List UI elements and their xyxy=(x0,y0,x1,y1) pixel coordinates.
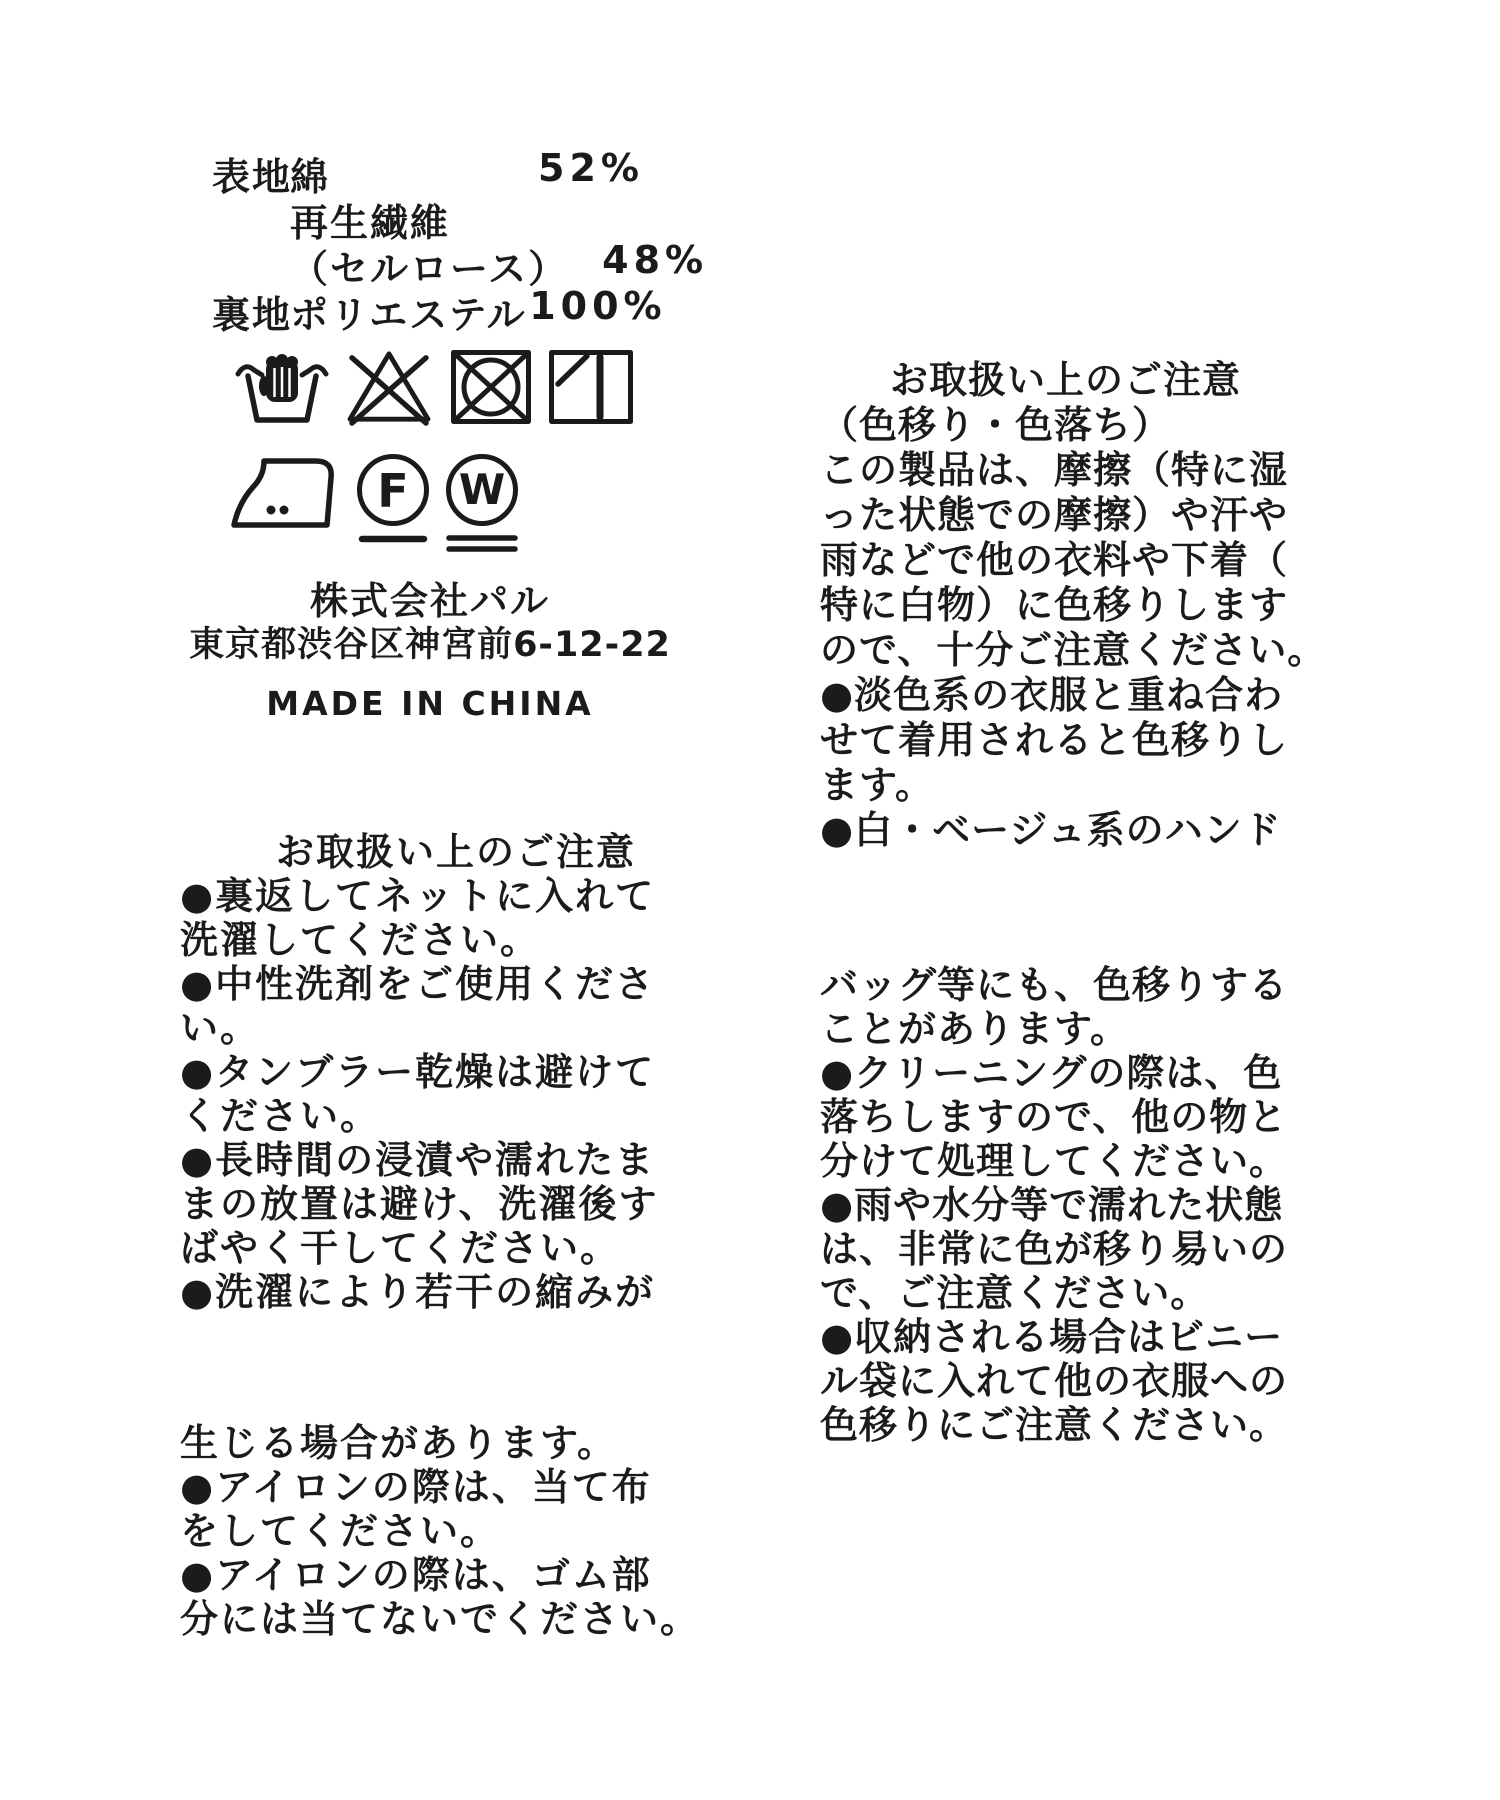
note-line: ます。 xyxy=(820,763,934,807)
note-line: ください。 xyxy=(180,1094,381,1138)
right-care-notes-1 xyxy=(820,358,1327,853)
fiber-name: （セルロース） xyxy=(290,247,569,291)
composition-row xyxy=(212,238,709,291)
care-notes-lines xyxy=(820,403,1327,853)
note-line: 特に白物）に色移りします xyxy=(820,583,1289,627)
fiber-name: 綿 xyxy=(290,155,331,199)
note-line: せて着用されると色移りし xyxy=(820,718,1289,762)
composition-table xyxy=(212,146,709,337)
note-line: ●アイロンの際は、当て布 xyxy=(180,1465,652,1509)
note-line: 色移りにご注意ください。 xyxy=(820,1403,1289,1447)
note-line: 分けて処理してください。 xyxy=(820,1139,1289,1183)
left-care-notes-1 xyxy=(180,830,690,1314)
fiber-name: 再生繊維 xyxy=(290,201,451,245)
note-line: で、ご注意ください。 xyxy=(820,1271,1210,1315)
line-dry-in-shade-icon xyxy=(547,348,635,426)
note-line: バッグ等にも、色移りする xyxy=(820,963,1289,1007)
note-line: ●雨や水分等で濡れた状態 xyxy=(820,1183,1284,1227)
note-line: この製品は、摩擦（特に湿 xyxy=(820,448,1289,492)
fabric-part-label xyxy=(212,192,290,238)
fabric-part-label: 表地 xyxy=(212,155,293,199)
fiber-name: ポリエステル xyxy=(290,293,527,337)
note-line: ●洗濯により若干の縮みが xyxy=(180,1270,656,1314)
do-not-bleach-icon xyxy=(343,348,435,426)
fabric-part-label: 裏地 xyxy=(212,293,293,337)
hand-wash-icon xyxy=(235,348,329,426)
left-care-notes-2 xyxy=(180,1421,701,1641)
country-of-origin: MADE IN CHINA xyxy=(266,684,594,723)
composition-row xyxy=(212,192,644,245)
composition-row xyxy=(212,284,667,337)
note-line: 生じる場合があります。 xyxy=(180,1421,617,1465)
fiber-percent: 52% xyxy=(538,146,644,190)
note-line: ので、十分ご注意ください。 xyxy=(820,628,1327,672)
note-line: まの放置は避け、洗濯後す xyxy=(180,1182,659,1226)
dry-clean-f-icon xyxy=(354,452,432,554)
fiber-percent: 48% xyxy=(602,238,709,282)
care-symbols-row-2 xyxy=(230,452,522,554)
note-line: （色移り・色落ち） xyxy=(820,403,1172,447)
note-line: をしてください。 xyxy=(180,1509,501,1553)
note-line: 雨などで他の衣料や下着（ xyxy=(820,538,1289,582)
note-line: は、非常に色が移り易いの xyxy=(820,1227,1289,1271)
note-line: ●中性洗剤をご使用くださ xyxy=(180,962,656,1006)
manufacturer-block xyxy=(140,578,720,723)
note-line: 洗濯してください。 xyxy=(180,918,541,962)
note-line: ●収納される場合はビニー xyxy=(820,1315,1284,1359)
note-line: ●タンブラー乾燥は避けて xyxy=(180,1050,656,1094)
note-line: った状態での摩擦）や汗や xyxy=(820,493,1289,537)
care-symbols-row-1 xyxy=(235,348,635,426)
note-line: 落ちしますので、他の物と xyxy=(820,1095,1288,1139)
note-line: ●長時間の浸漬や濡れたま xyxy=(180,1138,656,1182)
care-notes-lines xyxy=(820,963,1320,1447)
fabric-part-label xyxy=(212,238,290,284)
iron-medium-icon xyxy=(230,455,342,531)
right-care-notes-2 xyxy=(820,963,1320,1447)
dry-clean-letter: F xyxy=(377,464,409,518)
wet-clean-w-icon xyxy=(442,452,522,554)
note-line: ばやく干してください。 xyxy=(180,1226,621,1270)
note-line: ●白・ベージュ系のハンド xyxy=(820,808,1282,852)
care-notes-lines xyxy=(180,874,690,1314)
do-not-tumble-dry-icon xyxy=(449,348,533,426)
note-line: ル袋に入れて他の衣服への xyxy=(820,1359,1289,1403)
note-line: ●淡色系の衣服と重ね合わ xyxy=(820,673,1284,717)
note-line: ことがあります。 xyxy=(820,1007,1129,1051)
fiber-percent: 100% xyxy=(529,284,667,328)
wet-clean-letter: W xyxy=(458,465,506,514)
note-line: ●アイロンの際は、ゴム部 xyxy=(180,1553,652,1597)
company-address: 東京都渋谷区神宮前6-12-22 xyxy=(189,625,671,665)
company-name: 株式会社パル xyxy=(309,579,550,623)
note-line: ●裏返してネットに入れて xyxy=(180,874,656,918)
composition-row xyxy=(212,146,644,199)
care-notes-lines xyxy=(180,1421,701,1641)
care-notes-heading: お取扱い上のご注意 xyxy=(890,358,1242,402)
note-line: ●クリーニングの際は、色 xyxy=(820,1051,1283,1095)
note-line: 分には当てないでください。 xyxy=(180,1597,701,1641)
fiber-percent xyxy=(504,192,644,238)
note-line: い。 xyxy=(180,1006,261,1050)
care-notes-heading: お取扱い上のご注意 xyxy=(276,830,637,874)
